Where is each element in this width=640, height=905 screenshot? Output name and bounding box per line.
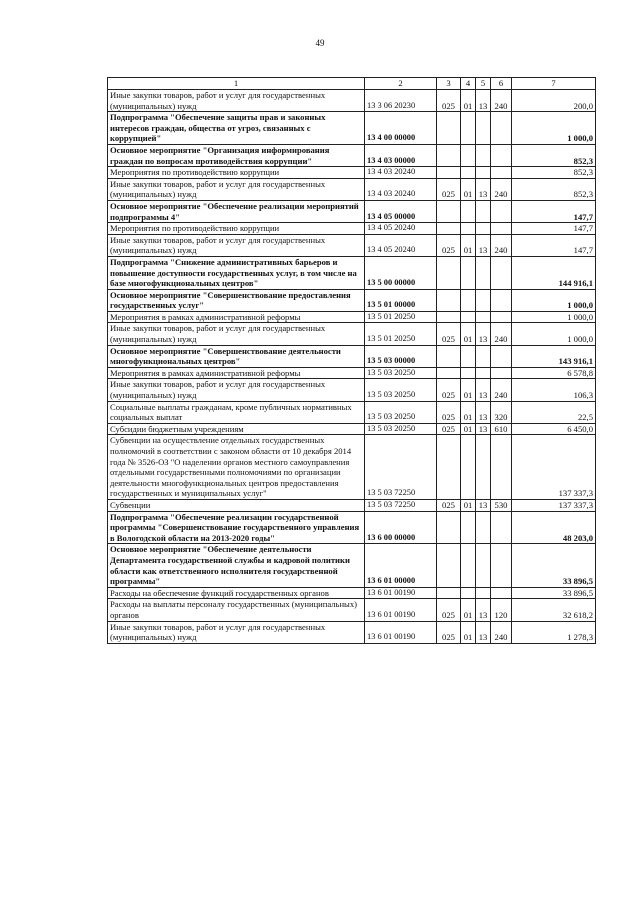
row-col3-cell (437, 167, 461, 179)
row-sum-cell: 48 203,0 (512, 511, 596, 544)
row-col5-cell: 13 (476, 90, 491, 112)
row-col6-cell: 320 (491, 401, 512, 423)
row-col5-cell (476, 112, 491, 145)
row-name-cell: Мероприятия по противодействию коррупции (108, 167, 365, 179)
row-col3-cell (437, 511, 461, 544)
row-col5-cell: 13 (476, 599, 491, 621)
row-name-cell: Основное мероприятие "Совершенствование предоставления государственных услуг" (108, 289, 365, 311)
table-row (108, 223, 596, 235)
row-name-cell: Подпрограмма "Обеспечение защиты прав и законных интересов граждан, общества от угроз, связанных с коррупцией" (108, 112, 365, 145)
row-col3-cell: 025 (437, 379, 461, 401)
row-name-cell: Мероприятия по противодействию коррупции (108, 223, 365, 235)
row-col5-cell (476, 167, 491, 179)
row-sum-cell: 1 000,0 (512, 112, 596, 145)
row-col3-cell (437, 311, 461, 323)
row-col5-cell (476, 511, 491, 544)
table-row (108, 511, 596, 544)
row-sum-cell: 1 278,3 (512, 621, 596, 643)
header-col-2: 2 (365, 78, 437, 90)
row-col4-cell (461, 587, 476, 599)
header-col-3: 3 (437, 78, 461, 90)
row-col4-cell: 01 (461, 423, 476, 435)
row-sum-cell: 852,3 (512, 167, 596, 179)
row-col3-cell: 025 (437, 90, 461, 112)
row-col6-cell (491, 167, 512, 179)
header-col-7: 7 (512, 78, 596, 90)
row-code-cell: 13 5 03 72250 (365, 435, 437, 500)
row-col6-cell: 240 (491, 234, 512, 256)
row-sum-cell: 147,7 (512, 234, 596, 256)
row-col4-cell: 01 (461, 323, 476, 345)
row-name-cell: Подпрограмма "Обеспечение реализации государственной программы "Совершенствование государственного управления в Вологодской области на 2013-2020 годы" (108, 511, 365, 544)
row-col4-cell (461, 223, 476, 235)
table-row (108, 90, 596, 112)
row-col4-cell: 01 (461, 90, 476, 112)
row-col4-cell: 01 (461, 234, 476, 256)
row-code-cell: 13 6 01 00190 (365, 599, 437, 621)
budget-table (107, 77, 596, 644)
row-col6-cell: 240 (491, 90, 512, 112)
table-row (108, 423, 596, 435)
row-col3-cell: 025 (437, 401, 461, 423)
table-row (108, 621, 596, 643)
page-number: 49 (315, 38, 325, 48)
row-name-cell: Подпрограмма "Снижение административных барьеров и повышение доступности государственных услуг, в том числе на базе многофункциональных центров" (108, 256, 365, 289)
row-col4-cell: 01 (461, 178, 476, 200)
row-col3-cell: 025 (437, 423, 461, 435)
table-row (108, 311, 596, 323)
header-col-6: 6 (491, 78, 512, 90)
table-row (108, 435, 596, 500)
table-row (108, 178, 596, 200)
row-col4-cell (461, 311, 476, 323)
table-row (108, 379, 596, 401)
row-col4-cell (461, 200, 476, 222)
table-row (108, 587, 596, 599)
row-name-cell: Иные закупки товаров, работ и услуг для государственных (муниципальных) нужд (108, 379, 365, 401)
row-col3-cell (437, 367, 461, 379)
row-code-cell: 13 4 05 20240 (365, 223, 437, 235)
row-col5-cell: 13 (476, 323, 491, 345)
header-col-1: 1 (108, 78, 365, 90)
row-sum-cell: 147,7 (512, 200, 596, 222)
row-col6-cell (491, 311, 512, 323)
row-sum-cell: 33 896,5 (512, 544, 596, 587)
row-code-cell: 13 6 01 00000 (365, 544, 437, 587)
row-col6-cell: 240 (491, 621, 512, 643)
row-col6-cell (491, 289, 512, 311)
row-name-cell: Иные закупки товаров, работ и услуг для государственных (муниципальных) нужд (108, 178, 365, 200)
row-col4-cell: 01 (461, 379, 476, 401)
row-name-cell: Основное мероприятие "Организация информирования граждан по вопросам противодействия коррупции" (108, 144, 365, 166)
row-sum-cell: 147,7 (512, 223, 596, 235)
row-name-cell: Социальные выплаты гражданам, кроме публичных нормативных социальных выплат (108, 401, 365, 423)
row-col5-cell (476, 289, 491, 311)
row-col5-cell: 13 (476, 401, 491, 423)
row-col6-cell (491, 511, 512, 544)
row-col4-cell: 01 (461, 401, 476, 423)
row-sum-cell: 144 916,1 (512, 256, 596, 289)
row-col3-cell (437, 587, 461, 599)
row-col3-cell: 025 (437, 499, 461, 511)
row-col6-cell: 120 (491, 599, 512, 621)
row-col4-cell: 01 (461, 599, 476, 621)
row-sum-cell: 200,0 (512, 90, 596, 112)
row-col5-cell: 13 (476, 499, 491, 511)
row-col3-cell: 025 (437, 599, 461, 621)
row-col3-cell (437, 289, 461, 311)
row-col5-cell (476, 256, 491, 289)
row-code-cell: 13 5 03 00000 (365, 345, 437, 367)
header-col-4: 4 (461, 78, 476, 90)
row-sum-cell: 852,3 (512, 144, 596, 166)
row-col6-cell (491, 200, 512, 222)
row-col5-cell (476, 345, 491, 367)
table-row (108, 234, 596, 256)
row-code-cell: 13 4 03 20240 (365, 178, 437, 200)
table-row (108, 289, 596, 311)
table-row (108, 401, 596, 423)
row-name-cell: Основное мероприятие "Обеспечение деятельности Департамента государственной службы и кадровой политики области как ответственного исполнителя государственной программы" (108, 544, 365, 587)
row-code-cell: 13 4 05 00000 (365, 200, 437, 222)
table-body (108, 90, 596, 644)
table-row (108, 323, 596, 345)
row-name-cell: Субвенции на осуществление отдельных государственных полномочий в соответствии с законом области от 10 декабря 2014 года № 3526-ОЗ "О наделении органов местного самоуправления отдельными государственными полномочиями по организации деятельности многофункциональных центров предоставления государственных и муниципальных услуг" (108, 435, 365, 500)
row-col5-cell (476, 144, 491, 166)
row-col5-cell: 13 (476, 178, 491, 200)
row-sum-cell: 1 000,0 (512, 323, 596, 345)
row-col6-cell: 240 (491, 178, 512, 200)
row-col3-cell: 025 (437, 621, 461, 643)
row-col4-cell (461, 144, 476, 166)
row-code-cell: 13 4 05 20240 (365, 234, 437, 256)
row-col6-cell (491, 544, 512, 587)
row-name-cell: Иные закупки товаров, работ и услуг для государственных (муниципальных) нужд (108, 323, 365, 345)
row-name-cell: Субвенции (108, 499, 365, 511)
row-col4-cell (461, 367, 476, 379)
row-name-cell: Субсидии бюджетным учреждениям (108, 423, 365, 435)
row-name-cell: Расходы на обеспечение функций государственных органов (108, 587, 365, 599)
row-code-cell: 13 5 03 20250 (365, 379, 437, 401)
row-sum-cell: 852,3 (512, 178, 596, 200)
row-col4-cell (461, 112, 476, 145)
row-col6-cell (491, 256, 512, 289)
row-col5-cell: 13 (476, 234, 491, 256)
row-col5-cell (476, 367, 491, 379)
row-col6-cell: 610 (491, 423, 512, 435)
row-sum-cell: 33 896,5 (512, 587, 596, 599)
row-sum-cell: 22,5 (512, 401, 596, 423)
row-col5-cell (476, 544, 491, 587)
row-name-cell: Иные закупки товаров, работ и услуг для государственных (муниципальных) нужд (108, 621, 365, 643)
row-col6-cell (491, 367, 512, 379)
row-col6-cell: 530 (491, 499, 512, 511)
row-sum-cell: 32 618,2 (512, 599, 596, 621)
row-sum-cell: 1 000,0 (512, 289, 596, 311)
row-col5-cell (476, 223, 491, 235)
row-col3-cell: 025 (437, 178, 461, 200)
row-sum-cell: 6 450,0 (512, 423, 596, 435)
row-name-cell: Мероприятия в рамках административной реформы (108, 367, 365, 379)
row-name-cell: Мероприятия в рамках административной реформы (108, 311, 365, 323)
row-col5-cell: 13 (476, 423, 491, 435)
row-code-cell: 13 5 01 20250 (365, 323, 437, 345)
row-col3-cell (437, 223, 461, 235)
row-col6-cell (491, 345, 512, 367)
row-col3-cell (437, 435, 461, 500)
row-col3-cell: 025 (437, 323, 461, 345)
row-code-cell: 13 5 00 00000 (365, 256, 437, 289)
row-code-cell: 13 3 06 20230 (365, 90, 437, 112)
row-sum-cell: 1 000,0 (512, 311, 596, 323)
row-col4-cell: 01 (461, 499, 476, 511)
row-col3-cell: 025 (437, 234, 461, 256)
table-row (108, 544, 596, 587)
row-col4-cell (461, 289, 476, 311)
row-code-cell: 13 5 03 20250 (365, 401, 437, 423)
row-code-cell: 13 4 00 00000 (365, 112, 437, 145)
row-col6-cell: 240 (491, 379, 512, 401)
row-code-cell: 13 4 03 00000 (365, 144, 437, 166)
table-row (108, 345, 596, 367)
table-row (108, 144, 596, 166)
row-col5-cell (476, 311, 491, 323)
table-header-row (108, 78, 596, 90)
row-code-cell: 13 5 01 00000 (365, 289, 437, 311)
header-col-5: 5 (476, 78, 491, 90)
row-col6-cell: 240 (491, 323, 512, 345)
row-name-cell: Расходы на выплаты персоналу государственных (муниципальных) органов (108, 599, 365, 621)
row-col6-cell (491, 112, 512, 145)
row-col3-cell (437, 200, 461, 222)
row-code-cell: 13 5 03 72250 (365, 499, 437, 511)
row-col4-cell (461, 435, 476, 500)
row-code-cell: 13 5 03 20250 (365, 423, 437, 435)
row-col3-cell (437, 256, 461, 289)
table-row (108, 367, 596, 379)
row-code-cell: 13 4 03 20240 (365, 167, 437, 179)
row-col5-cell: 13 (476, 621, 491, 643)
row-sum-cell: 6 578,8 (512, 367, 596, 379)
row-name-cell: Основное мероприятие "Совершенствование деятельности многофункциональных центров" (108, 345, 365, 367)
row-col4-cell (461, 544, 476, 587)
table-row (108, 167, 596, 179)
row-code-cell: 13 5 03 20250 (365, 367, 437, 379)
row-code-cell: 13 6 01 00190 (365, 621, 437, 643)
row-col3-cell (437, 144, 461, 166)
row-sum-cell: 137 337,3 (512, 499, 596, 511)
table-row (108, 599, 596, 621)
table-row (108, 256, 596, 289)
row-name-cell: Иные закупки товаров, работ и услуг для государственных (муниципальных) нужд (108, 234, 365, 256)
row-name-cell: Основное мероприятие "Обеспечение реализации мероприятий подпрограммы 4" (108, 200, 365, 222)
row-col3-cell (437, 112, 461, 145)
row-col5-cell (476, 200, 491, 222)
row-col4-cell (461, 256, 476, 289)
row-col5-cell (476, 435, 491, 500)
row-col5-cell (476, 587, 491, 599)
row-col4-cell (461, 345, 476, 367)
row-col5-cell: 13 (476, 379, 491, 401)
row-col4-cell (461, 167, 476, 179)
row-code-cell: 13 6 01 00190 (365, 587, 437, 599)
table-row (108, 200, 596, 222)
row-col6-cell (491, 223, 512, 235)
row-col3-cell (437, 544, 461, 587)
table-row (108, 112, 596, 145)
row-col6-cell (491, 587, 512, 599)
row-col4-cell (461, 511, 476, 544)
row-sum-cell: 143 916,1 (512, 345, 596, 367)
row-code-cell: 13 5 01 20250 (365, 311, 437, 323)
table-row (108, 499, 596, 511)
row-name-cell: Иные закупки товаров, работ и услуг для государственных (муниципальных) нужд (108, 90, 365, 112)
row-col4-cell: 01 (461, 621, 476, 643)
row-sum-cell: 137 337,3 (512, 435, 596, 500)
row-code-cell: 13 6 00 00000 (365, 511, 437, 544)
row-col6-cell (491, 144, 512, 166)
row-col6-cell (491, 435, 512, 500)
row-col3-cell (437, 345, 461, 367)
row-sum-cell: 106,3 (512, 379, 596, 401)
